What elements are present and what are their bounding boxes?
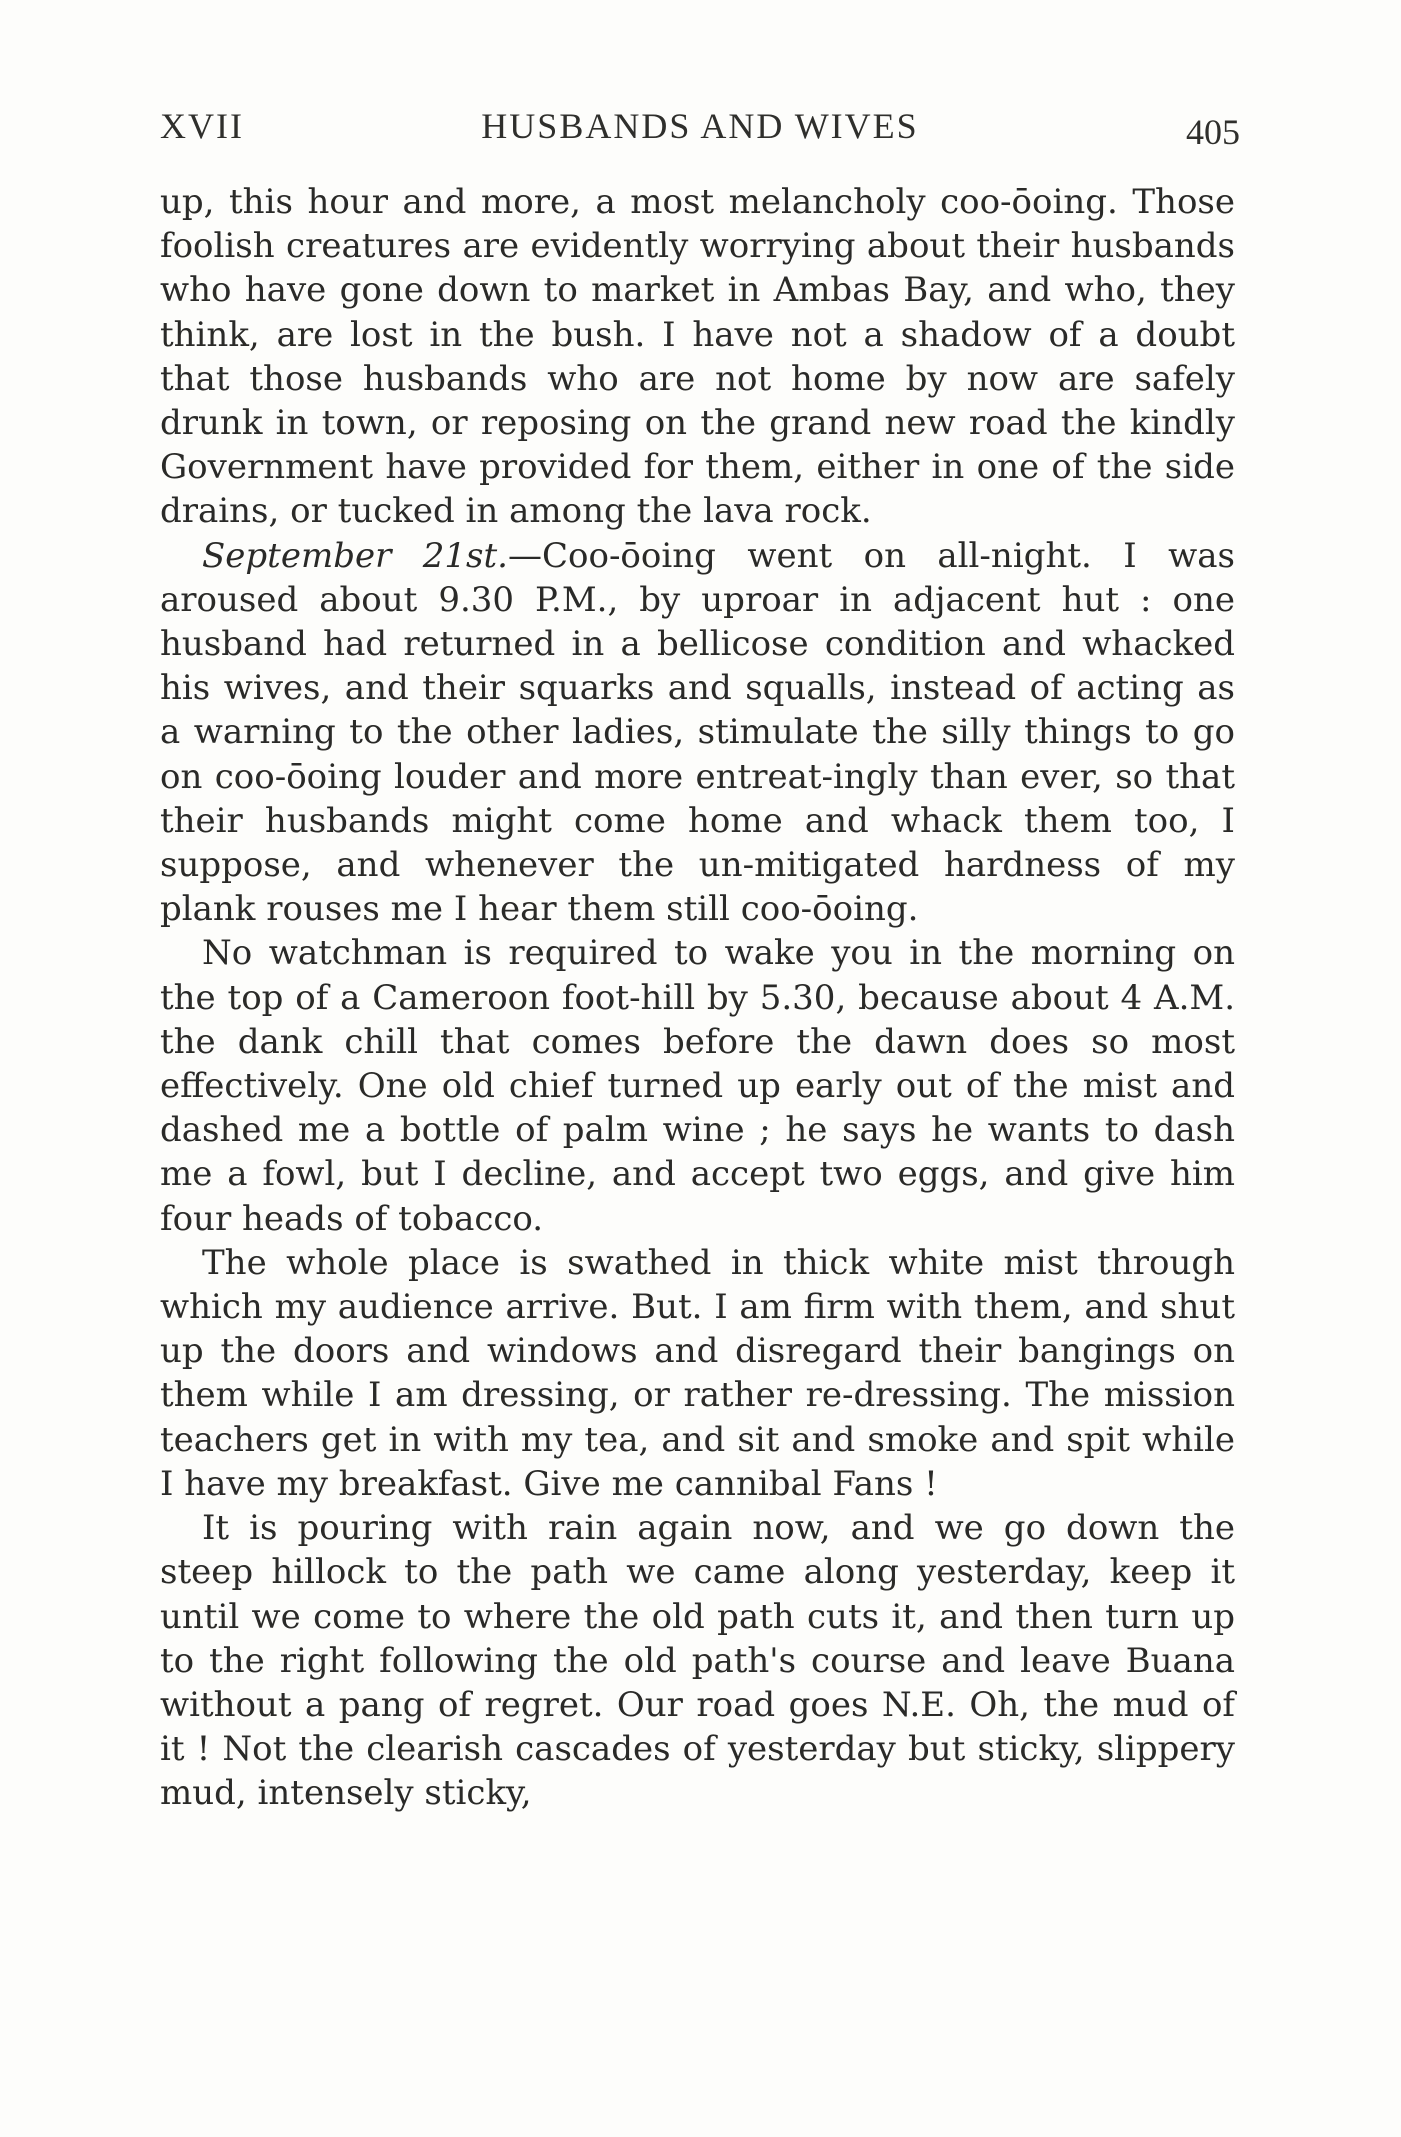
time-marker: A.M.	[1154, 977, 1235, 1018]
paragraph-3-text-a: No watchman is required to wake you in the morning on the top of a Cameroon foot-hill by 5.30, because about 4	[160, 933, 1235, 1018]
paragraph-4: The whole place is swathed in thick white mist through which my audience arrive. But. I am firm with them, and shut up the doors and windows and disregard their bangings on them while I am dressing, or rather re-dressing. The mission teachers get in with my tea, and sit and smoke and spit while I have my breakfast. Give me cannibal Fans !	[160, 1242, 1235, 1504]
paragraph-5: It is pouring with rain again now, and we go down the steep hillock to the path we came along yesterday, keep it until we come to where the old path cuts it, and then turn up to the right following the old path's course and leave Buana without a pang of regret. Our road goes N.E. Oh, the mud of it ! Not the clearish cascades of yesterday but sticky, slippery mud, intensely sticky,	[160, 1508, 1235, 1814]
diary-date: September 21st.	[202, 535, 508, 576]
paragraph-3-text-b: the dank chill that comes before the dawn does so most effectively. One old chief turned up early out of the mist and dashed me a bottle of palm wine ; he says he wants to dash me a fowl, but I decline, and accept two eggs, and give him four heads of tobacco.	[160, 1021, 1235, 1239]
body-text	[160, 180, 1235, 1816]
time-marker: P.M.	[535, 579, 608, 620]
paragraph-2-text-a: —Coo-ōoing went on all-night. I was aroused about 9.30	[160, 535, 1235, 620]
paragraph-2-text-b: , by uproar in adjacent hut : one husband had returned in a bellicose condition and whacked his wives, and their squarks and squalls, instead of acting as a warning to the other ladies, stimulate the silly things to go on coo-ōoing louder and more entreat-ingly than ever, so that their husbands might come home and whack them too, I suppose, and whenever the un-mitigated hardness of my plank rouses me I hear them still coo-ōoing.	[160, 579, 1235, 930]
running-head	[160, 105, 1240, 155]
paragraph-1: up, this hour and more, a most melancholy coo-ōoing. Those foolish creatures are evidently worrying about their husbands who have gone down to market in Ambas Bay, and who, they think, are lost in the bush. I have not a shadow of a doubt that those husbands who are not home by now are safely drunk in town, or reposing on the grand new road the kindly Government have provided for them, either in one of the side drains, or tucked in among the lava rock.	[160, 182, 1235, 532]
paragraph-2	[160, 534, 1235, 932]
paragraph-3	[160, 931, 1235, 1240]
chapter-title: HUSBANDS AND WIVES	[481, 106, 919, 146]
page-number: 405	[1186, 112, 1240, 152]
chapter-number: XVII	[160, 106, 244, 146]
